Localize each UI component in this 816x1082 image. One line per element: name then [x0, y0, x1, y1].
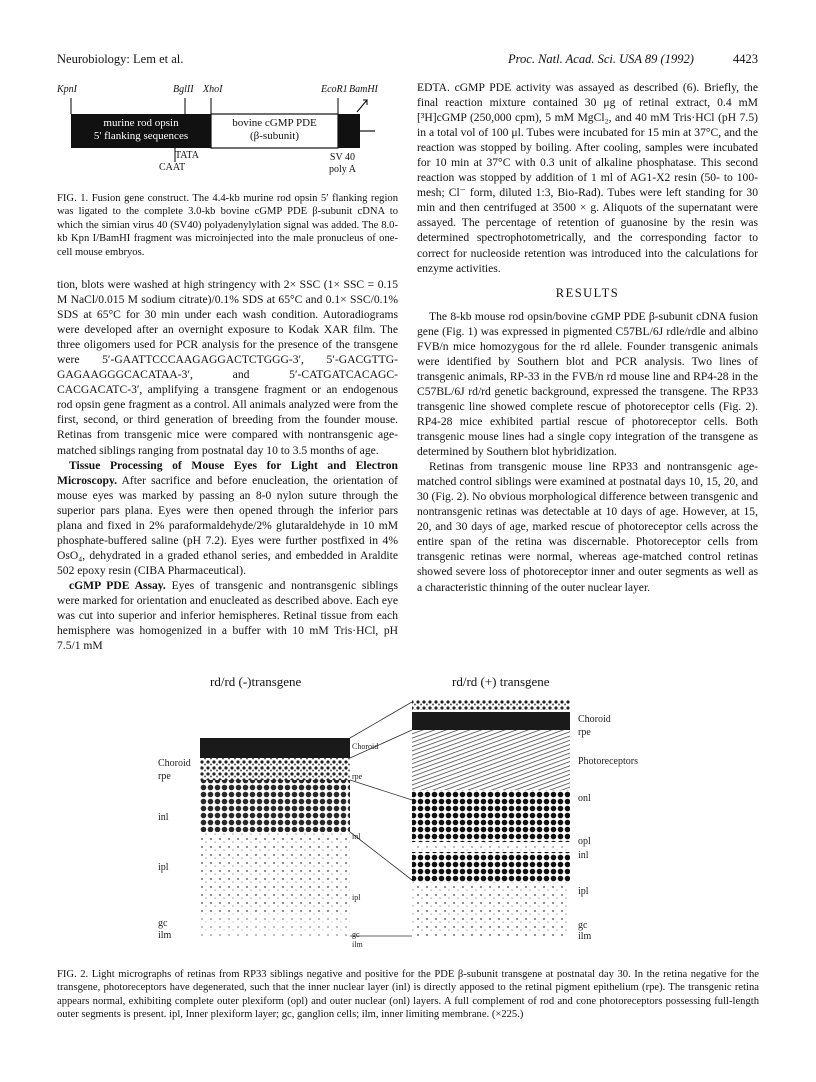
page-number: 4423 [733, 52, 758, 66]
results-heading: RESULTS [555, 285, 620, 300]
left-label-inl: inl [158, 812, 169, 823]
mid-label-inl: inl [352, 832, 361, 841]
figure-2-title-right: rd/rd (+) transgene [452, 674, 550, 689]
right-label-gc: gc [578, 920, 588, 931]
right-label-choroid: Choroid [578, 714, 611, 725]
right-label-ipl: ipl [578, 886, 589, 897]
running-header-journal: Proc. Natl. Acad. Sci. USA 89 (1992) [508, 52, 694, 66]
right-label-rpe: rpe [578, 727, 591, 738]
pde-label: bovine cGMP PDE (β-subunit) [232, 117, 317, 142]
right-label-onl: onl [578, 793, 591, 804]
mid-label-ilm: ilm [352, 940, 363, 949]
running-header-left: Neurobiology: Lem et al. [57, 52, 184, 66]
mid-label-choroid: Choroid [352, 742, 379, 751]
micrograph-panels [200, 700, 570, 960]
left-label-rpe: rpe [158, 771, 171, 782]
figure-2-micrographs [200, 700, 570, 960]
tata-label: TATA [175, 150, 199, 161]
right-label-inl: inl [578, 850, 589, 861]
pde-assay-heading: cGMP PDE Assay. [69, 578, 166, 592]
mid-label-ipl: ipl [352, 893, 361, 902]
tissue-text: After sacrifice and before enucleation, the orientation of mouse eyes was marked by passing an 8-0 nylon suture through the superior pars plana. Eyes were then opened through the inferior pars plana and fixed in 2% paraformaldehyde/2% glutaraldehyde in 10 mM phosphate-buffered saline (pH 7.2). Eyes were further postfixed in 4% OsO₄, dehydrated in a graded ethanol series, and embedded in Araldite 502 epoxy resin (CIBA Pharmaceutical). [57, 473, 398, 577]
sv40-label: SV 40 poly A [329, 152, 356, 175]
left-label-ipl: ipl [158, 862, 169, 873]
site-bglii: BglII [173, 84, 194, 95]
rod-opsin-label: murine rod opsin 5' flanking sequences [93, 117, 189, 142]
right-column [417, 80, 758, 595]
pde-assay-text: Eyes of transgenic and nontransgenic siblings were marked for orientation and enucleated as described above. Each eye was cut into superior and inferior hemispheres. Retinal tissue from each hemisphere was homogenized in a buffer with 10 mM Tris·HCl, pH 7.5/1 mM [57, 578, 398, 653]
mid-label-gc: gc [352, 930, 360, 939]
results-paragraph-1: The 8-kb mouse rod opsin/bovine cGMP PDE β-subunit cDNA fusion gene (Fig. 1) was expressed in pigmented C57BL/6J rdle/rdle and albino FVB/n mice homozygous for the rd allele. Founder transgenic animals were identified by Southern blot and PCR analysis. Two lines of transgenic animals, RP-33 in the FVB/n rd mouse line and RP4-28 in the C57BL/6J rd/rd genetic background, expressed the transgene. The RP33 transgenic line showed complete rescue of photoreceptor cells (Fig. 2). RP4-28 mice exhibited partial rescue of photoreceptor cells. Both transgenic mouse lines had a single copy integration of the transgene as determined by Southern blot hybridization. [417, 309, 758, 459]
right-label-opl: opl [578, 836, 591, 847]
left-label-ilm: ilm [158, 930, 172, 941]
mid-label-rpe: rpe [352, 772, 363, 781]
methods-paragraph-pde [57, 578, 398, 653]
figure-2-title-left: rd/rd (-)transgene [210, 674, 302, 689]
right-label-ilm: ilm [578, 931, 592, 942]
methods-paragraph-tissue [57, 458, 398, 578]
site-ecori: EcoR1 [321, 84, 348, 95]
right-label-photoreceptors: Photoreceptors [578, 756, 638, 767]
figure-1-caption: FIG. 1. Fusion gene construct. The 4.4-kb murine rod opsin 5′ flanking region was ligated to the complete 3.0-kb bovine cGMP PDE β-subunit cDNA to which the simian virus 40 (SV40) polyadenylylation signal was added. The 8.0-kb Kpn I/BamHI fragment was microinjected into the male pronucleus of one-cell mouse embryos. [57, 193, 398, 258]
results-paragraph-2: Retinas from transgenic mouse line RP33 and nontransgenic age-matched control siblings were examined at postnatal days 10, 15, 20, and 30 (Fig. 2). No obvious morphological difference between transgenic and nontransgenic retinas was detectable at 10 days of age. However, at 15, 20, and 30 days of age, marked rescue of photoreceptor cells across the entire span of the retina was discernable. Photoreceptor cells from transgenic retinas were normal, whereas age-matched control retinas showed severe loss of photoreceptor inner and outer segments as well as a characteristic thinning of the outer nuclear layer. [417, 460, 758, 594]
left-label-gc: gc [158, 918, 168, 929]
site-xhoi: XhoI [203, 84, 223, 95]
figure-2-caption: FIG. 2. Light micrographs of retinas from RP33 siblings negative and positive for the PDE β-subunit transgene at postnatal day 30. In the retina negative for the transgene, photoreceptors have degenerated, such that the inner nuclear layer (inl) is directly apposed to the retinal pigment epithelium (rpe). The transgenic retina appears normal, exhibiting complete outer plexiform (opl) and outer nuclear (onl) layers. A full complement of rod and cone photoreceptors possessing full-length outer segments is present. ipl, Inner plexiform layer; gc, ganglion cells; ilm, inner limiting membrane. (×225.) [57, 969, 759, 1021]
tissue-heading: Tissue Processing of Mouse Eyes for Light and Electron Microscopy. [57, 458, 398, 487]
methods-paragraph-southern: tion, blots were washed at high stringency with 2× SSC (1× SSC = 0.15 M NaCl/0.015 M sodium citrate)/0.1% SDS at 65°C and 0.1× SSC/0.1% SDS at 65°C for 30 min under each wash condition. Autoradiograms were developed after an overnight exposure to Kodak XAR film. The three oligomers used for PCR analysis for the presence of the transgene were 5′-GAATTCCCAAGAGGACTCTGGG-3′, 5′-GACGTTG-GAGAAGGGCACATAA-3′, and 5′-CATGATCACAGC-CACGACATC-3′, amplifying a transgene fragment or an endogenous rod opsin gene fragment as a control. All animals analyzed were from the first, second, or third generation of breeding from the founder mouse. Retinas from transgenic mice were compared with nontransgenic age-matched siblings ranging from postnatal day 10 to 3.5 months of age. [57, 278, 398, 457]
left-label-choroid: Choroid [158, 758, 191, 769]
site-bamhi: BamHI [349, 84, 378, 95]
sv40-block [338, 114, 360, 148]
site-kpni: KpnI [57, 84, 77, 95]
caat-label: CAAT [159, 162, 186, 173]
left-column [57, 277, 398, 653]
pde-assay-continued: EDTA. cGMP PDE activity was assayed as described (6). Briefly, the final reaction mixture contained 30 μg of retinal extract, 0.4 mM [³H]cGMP (250,000 cpm), 5 mM MgCl₂, and 40 mM Tris·HCl (pH 7.5) in a total vol of 100 μl. Tubes were incubated for 15 min at 37°C, and the reaction was stopped by boiling. After cooling, samples were incubated for 10 min at 37°C with 0.3 unit of alkaline phosphatase. This second reaction was stopped by addition of 1 ml of AG1-X2 resin (50- to 100-mesh; Cl⁻ form, diluted 1:3, Bio-Rad). Tubes were left standing for 30 min and then centrifuged at 3500 × g. Aliquots of the supernatant were assayed. The percentage of retention of guanosine by the resin was determined spectrophotometrically, and the corresponding factor to correct for nucleoside retention was introduced into the calculations for enzyme activities. [417, 81, 758, 275]
figure-1-construct [57, 80, 397, 188]
